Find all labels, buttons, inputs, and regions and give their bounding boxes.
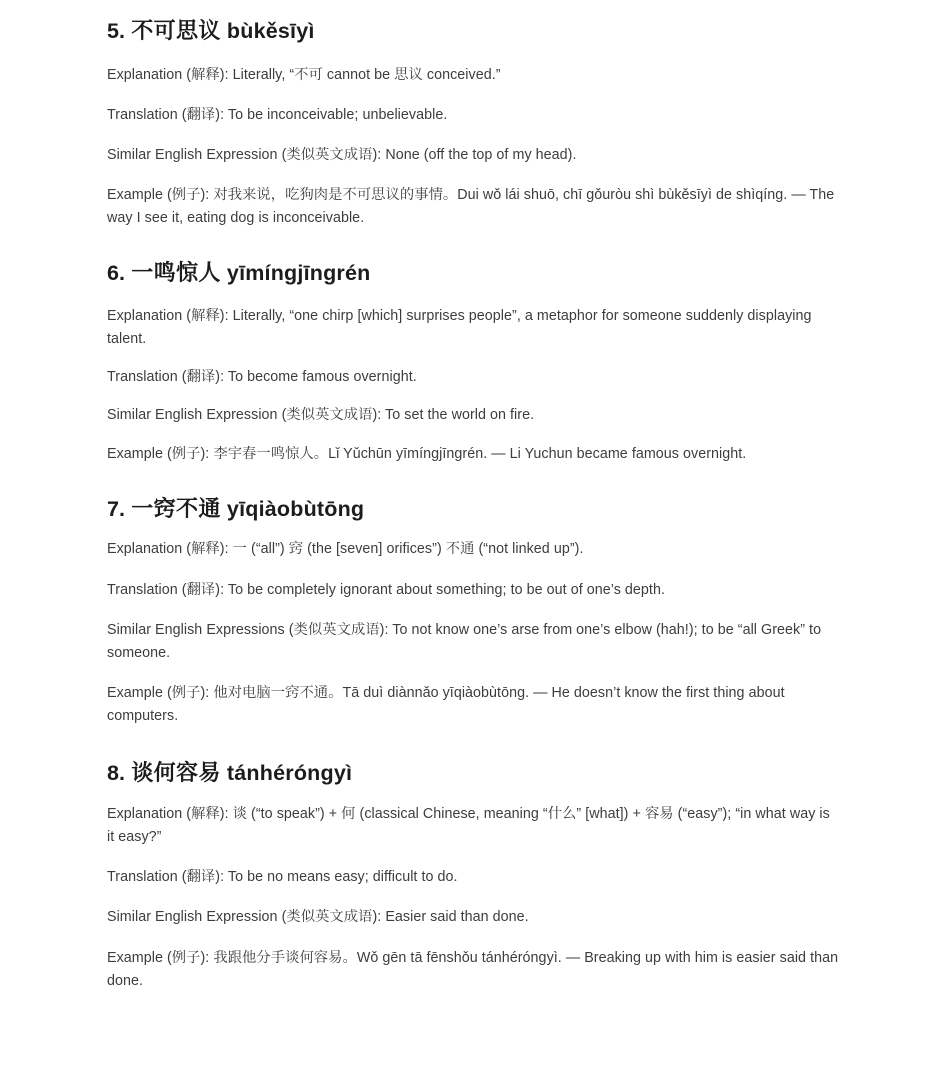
translation-text: To become famous overnight. bbox=[224, 369, 417, 386]
idiom-number: 6. bbox=[107, 261, 126, 286]
idiom-heading-8 bbox=[107, 760, 840, 789]
idiom-entry-7 bbox=[107, 496, 840, 729]
idiom-number: 5. bbox=[107, 19, 126, 43]
similar-expression-paragraph bbox=[107, 906, 840, 929]
idiom-pinyin: bùkěsīyì bbox=[226, 19, 315, 43]
translation-label: Translation (翻译): bbox=[107, 869, 225, 886]
translation-text: To be completely ignorant about something; to be out of one’s depth. bbox=[224, 581, 665, 598]
explanation-paragraph bbox=[107, 803, 840, 849]
example-paragraph bbox=[107, 682, 840, 728]
explanation-label: Explanation (解释): bbox=[107, 66, 229, 83]
similar-expression-text: Easier said than done. bbox=[381, 909, 529, 926]
idiom-heading-6 bbox=[107, 260, 840, 289]
idiom-number: 8. bbox=[107, 761, 126, 786]
explanation-paragraph bbox=[107, 305, 840, 351]
similar-expression-label: Similar English Expression (类似英文成语): bbox=[107, 146, 382, 163]
explanation-text: 谈 (“to speak”) + 何 (classical Chinese, meaning “什么” [what]) + 容易 (“easy”); “in what way is it easy?” bbox=[107, 805, 830, 846]
similar-expression-paragraph bbox=[107, 144, 840, 167]
idiom-number: 7. bbox=[107, 496, 126, 521]
idiom-hanzi: 不可思议 bbox=[131, 19, 221, 44]
example-text: 李宇春一鸣惊人。Lǐ Yǔchūn yīmíngjīngrén. — Li Yuchun became famous overnight. bbox=[209, 445, 747, 462]
example-paragraph bbox=[107, 947, 840, 993]
similar-expression-label: Similar English Expression (类似英文成语): bbox=[107, 909, 382, 926]
idiom-pinyin: yīqiàobùtōng bbox=[226, 496, 365, 521]
example-text: 对我来说，吃狗肉是不可思议的事情。Dui wǒ lái shuō, chī gǒuròu shì bùkěsīyì de shìqíng. — The way I see it, eating dog is inconceivable. bbox=[107, 187, 835, 227]
similar-expression-paragraph bbox=[107, 619, 840, 665]
idiom-pinyin: tánhéróngyì bbox=[226, 761, 353, 786]
translation-label: Translation (翻译): bbox=[107, 369, 225, 386]
translation-paragraph bbox=[107, 366, 840, 389]
example-paragraph bbox=[107, 184, 840, 230]
translation-paragraph bbox=[107, 104, 840, 127]
example-label: Example (例子): bbox=[107, 949, 210, 966]
translation-text: To be inconceivable; unbelievable. bbox=[224, 106, 448, 123]
idiom-entry-8 bbox=[107, 760, 840, 993]
idiom-heading-7 bbox=[107, 496, 840, 525]
example-text: 他对电脑一窍不通。Tā duì diànnǎo yīqiàobùtōng. — He doesn’t know the first thing about computers. bbox=[107, 684, 785, 725]
example-paragraph bbox=[107, 443, 840, 466]
idiom-entry-6 bbox=[107, 260, 840, 465]
explanation-text: Literally, “one chirp [which] surprises people”, a metaphor for someone suddenly displaying talent. bbox=[107, 307, 812, 348]
translation-label: Translation (翻译): bbox=[107, 581, 225, 598]
translation-text: To be no means easy; difficult to do. bbox=[224, 869, 458, 886]
explanation-text: Literally, “不可 cannot be 思议 conceived.” bbox=[228, 66, 501, 83]
idiom-heading-5 bbox=[107, 18, 840, 47]
idiom-hanzi: 一鸣惊人 bbox=[131, 261, 221, 287]
similar-expression-text: To set the world on fire. bbox=[381, 407, 535, 424]
idiom-entry-5 bbox=[107, 18, 840, 230]
explanation-text: 一 (“all”) 窍 (the [seven] orifices”) 不通 (“not linked up”). bbox=[228, 541, 584, 558]
translation-label: Translation (翻译): bbox=[107, 106, 225, 123]
similar-expression-text: None (off the top of my head). bbox=[381, 146, 577, 163]
similar-expression-label: Similar English Expression (类似英文成语): bbox=[107, 407, 382, 424]
example-text: 我跟他分手谈何容易。Wǒ gēn tā fēnshǒu tánhéróngyì. — Breaking up with him is easier said than done. bbox=[107, 949, 839, 989]
explanation-label: Explanation (解释): bbox=[107, 805, 229, 822]
explanation-label: Explanation (解释): bbox=[107, 307, 229, 324]
example-label: Example (例子): bbox=[107, 445, 210, 462]
similar-expression-text: To not know one’s arse from one’s elbow (hah!); to be “all Greek” to someone. bbox=[107, 621, 822, 661]
translation-paragraph bbox=[107, 579, 840, 602]
explanation-paragraph bbox=[107, 64, 840, 87]
translation-paragraph bbox=[107, 866, 840, 889]
similar-expression-label: Similar English Expressions (类似英文成语): bbox=[107, 621, 389, 638]
idiom-hanzi: 谈何容易 bbox=[131, 761, 221, 787]
example-label: Example (例子): bbox=[107, 187, 210, 204]
similar-expression-paragraph bbox=[107, 404, 840, 427]
explanation-label: Explanation (解释): bbox=[107, 541, 229, 558]
idiom-hanzi: 一窍不通 bbox=[131, 496, 221, 522]
explanation-paragraph bbox=[107, 538, 840, 561]
idiom-pinyin: yīmíngjīngrén bbox=[226, 261, 371, 286]
example-label: Example (例子): bbox=[107, 684, 210, 701]
